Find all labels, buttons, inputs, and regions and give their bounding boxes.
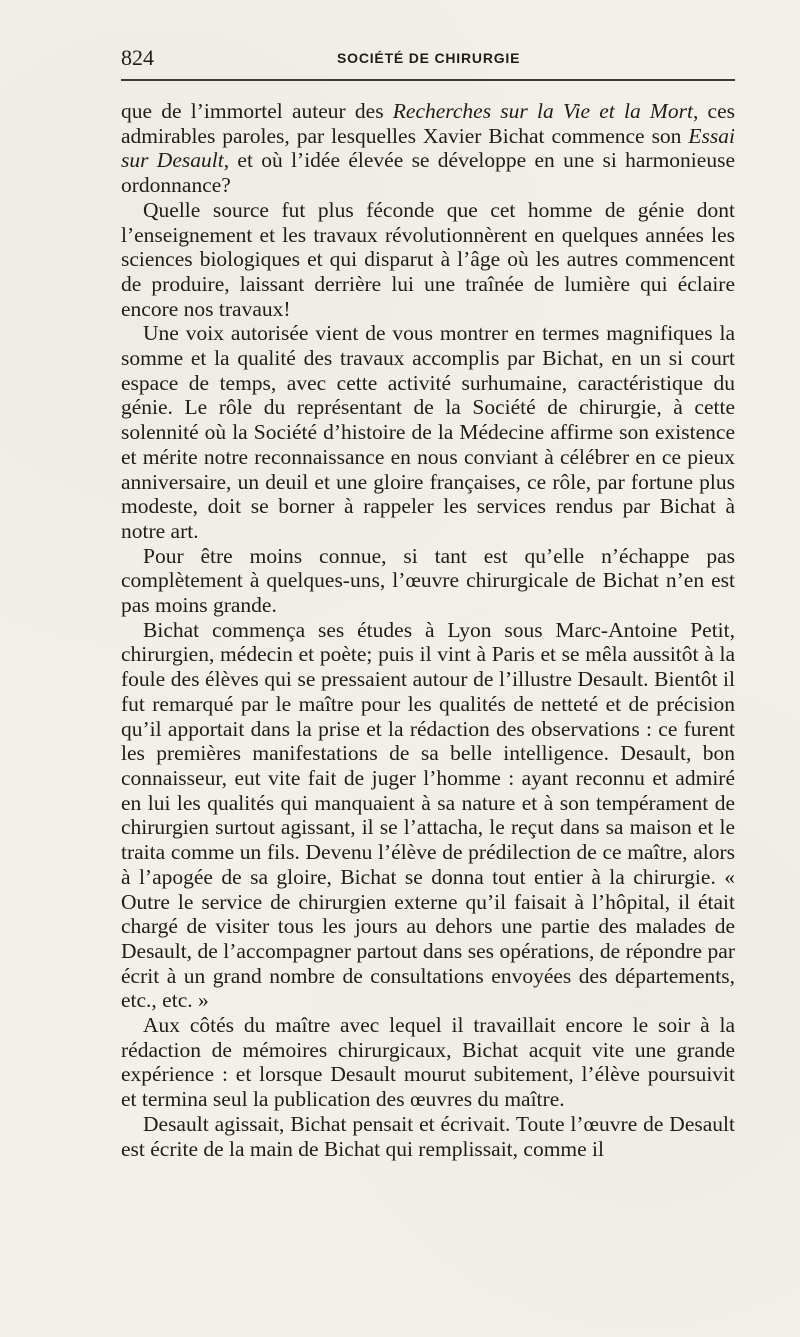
header-rule bbox=[121, 79, 735, 81]
paragraph-7: Desault agissait, Bichat pensait et écrivait. Toute l’œuvre de Desault est écrite de la main de Bichat qui remplissait, comme il bbox=[121, 1111, 735, 1161]
paragraph-2: Quelle source fut plus féconde que cet homme de génie dont l’enseignement et les travaux révolutionnèrent en quelques années les sciences biologiques et qui disparut à l’âge où les autres commencent de produire, laissant derrière lui une traînée de lumière qui éclaire encore nos travaux! bbox=[121, 197, 735, 321]
paragraph-1-text-part-3: , et où l’idée élevée se développe en une si harmonieuse ordonnance? bbox=[121, 148, 735, 198]
page-number: 824 bbox=[121, 45, 154, 70]
paragraph-3: Une voix autorisée vient de vous montrer en termes magnifiques la somme et la qualité des travaux accomplis par Bichat, en un si court espace de temps, avec cette activité surhumaine, caractéristique du génie. Le rôle du représentant de la Société de chirurgie, à cette solennité où la Société d’histoire de la Médecine affirme son existence et mérite notre reconnaissance en nous conviant à célébrer en ce pieux anniversaire, un deuil et une gloire françaises, ce rôle, par fortune plus modeste, doit se borner à rappeler les services rendus par Bichat à notre art. bbox=[121, 321, 735, 543]
paragraph-6: Aux côtés du maître avec lequel il travaillait encore le soir à la rédaction de mémoires chirurgicaux, Bichat acquit vite une grande expérience : et lorsque Desault mourut subitement, l’élève poursuivit et termina seul la publication des œuvres du maître. bbox=[121, 1013, 735, 1112]
paragraph-1 bbox=[121, 99, 735, 198]
document-body bbox=[121, 99, 735, 1161]
paragraph-5: Bichat commença ses études à Lyon sous Marc-Antoine Petit, chirurgien, médecin et poète; puis il vint à Paris et se mêla aussitôt à la foule des élèves qui se pressaient autour de l’illustre Desault. Bientôt il fut remarqué par le maître pour les qualités de netteté et de précision qu’il apportait dans la prise et la rédaction des observations : ce furent les premières manifestations de sa belle intelligence. Desault, bon connaisseur, eut vite fait de juger l’homme : ayant reconnu et admiré en lui les qualités qui manquaient à sa nature et à son tempérament de chirurgien surtout agissant, il se l’attacha, le reçut dans sa maison et le traita comme un fils. Devenu l’élève de prédilection de ce maître, alors à l’apogée de sa gloire, Bichat se donna tout entier à la chirurgie. « Outre le service de chirurgien externe qu’il faisait à l’hôpital, il était chargé de visiter tous les jours au dehors une partie des malades de Desault, de l’accompagner partout dans ses opérations, de répondre par écrit à un grand nombre de consultations envoyées des départements, etc., etc. » bbox=[121, 617, 735, 1013]
paragraph-1-italic-title-2: Essai sur Desault bbox=[121, 123, 735, 173]
paragraph-4: Pour être moins connue, si tant est qu’elle n’échappe pas complètement à quelques-uns, l’œuvre chirurgicale de Bichat n’en est pas moins grande. bbox=[121, 543, 735, 618]
running-head: SOCIÉTÉ DE CHIRURGIE bbox=[337, 50, 521, 66]
page-header bbox=[121, 44, 735, 74]
paragraph-1-italic-title-1: Recherches sur la Vie et la Mort bbox=[392, 99, 693, 123]
paragraph-1-text-part-1: que de l’immortel auteur des bbox=[121, 99, 393, 123]
paragraph-1-text-part-2: , ces admirables paroles, par lesquelles Xavier Bichat commence son bbox=[121, 99, 735, 148]
